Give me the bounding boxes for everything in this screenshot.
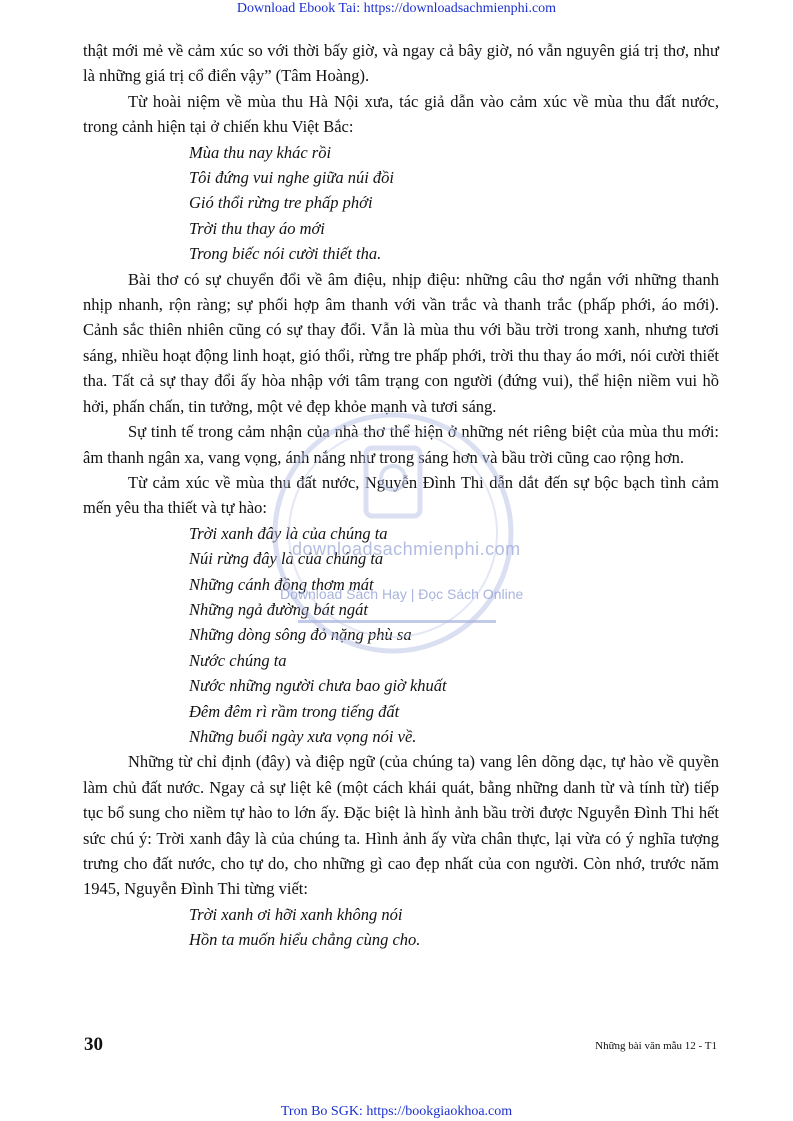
verse-line: Mùa thu nay khác rồi — [189, 142, 332, 162]
paragraph-2: Từ hoài niệm về mùa thu Hà Nội xưa, tác giả dẫn vào cảm xúc về mùa thu đất nước, trong cảnh hiện tại ở chiến khu Việt Bắc: — [83, 91, 719, 137]
verse-line: Trời xanh đây là của chúng ta — [189, 523, 388, 543]
running-title: Những bài văn mẫu 12 - T1 — [595, 1040, 717, 1052]
footer-sgk-link[interactable]: Tron Bo SGK: https://bookgiaokhoa.com — [280, 1104, 513, 1119]
watermark-slogan: Download Sách Hay | Đọc Sách Online — [280, 586, 524, 602]
poem-excerpt-3 — [83, 902, 719, 953]
paragraph-6: Những từ chỉ định (đây) và điệp ngữ (của chúng ta) vang lên dõng dạc, tự hào về quyền làm chủ đất nước. Ngay cả sự liệt kê (một cách khái quát, bằng những danh từ và tính từ) tiếp tục bổ sung cho niềm tự hào to lớn ấy. Đặc biệt là hình ảnh bầu trời được Nguyễn Đình Thi hết sức chú ý: Trời xanh đây là của chúng ta. Hình ảnh ấy vừa chân thực, lại vừa có ý nghĩa tượng trưng cho đất nước, cho tự do, cho những gì cao đẹp nhất của con người. Còn nhớ, trước năm 1945, Nguyễn Đình Thi từng viết: — [83, 752, 719, 899]
paragraph-4: Sự tinh tế trong cảm nhận của nhà thơ thể hiện ở những nét riêng biệt của mùa thu mới: âm thanh ngân xa, vang vọng, ánh nắng như trong sáng hơn và bầu trời cũng cao rộng hơn. — [83, 422, 719, 467]
verse-line: Trong biếc nói cười thiết tha. — [189, 244, 382, 264]
poem-excerpt-1 — [83, 140, 719, 267]
paragraph-3: Bài thơ có sự chuyển đổi về âm điệu, nhịp điệu: những câu thơ ngắn với những thanh nhịp nhanh, rộn ràng; sự phối hợp âm thanh với vần trắc và thanh trắc (phấp phới, áo mới). Cảnh sắc thiên nhiên cũng có sự thay đổi. Vẫn là mùa thu với bầu trời trong xanh, nhưng tươi sáng, nhiều hoạt động linh hoạt, gió thổi, rừng tre phấp phới, trời thu thay áo mới, nói cười thiết tha. Tất cả sự thay đổi ấy hòa nhập với tâm trạng con người (đứng vui), thể hiện niềm vui hồ hởi, phấn chấn, tin tưởng, một vẻ đẹp khỏe mạnh và tươi sáng. — [83, 269, 719, 416]
verse-line: Núi rừng đây là của chúng ta — [189, 549, 384, 569]
header-download-link[interactable]: Download Ebook Tai: https://downloadsachmienphi.com — [236, 1, 557, 16]
verse-line: Trời thu thay áo mới — [189, 218, 325, 238]
verse-line: Hồn ta muốn hiểu chẳng cùng cho. — [189, 930, 421, 950]
verse-line: Gió thổi rừng tre phấp phới — [189, 193, 373, 213]
watermark-site: downloadsachmienphi.com — [292, 539, 521, 559]
watermark-bar — [298, 620, 496, 623]
verse-line: Những cánh đồng thơm mát — [189, 574, 374, 594]
verse-line: Đêm đêm rì rầm trong tiếng đất — [189, 701, 400, 721]
poem-excerpt-2 — [83, 521, 719, 750]
verse-line: Trời xanh ơi hỡi xanh không nói — [189, 904, 403, 924]
paragraph-5: Từ cảm xúc về mùa thu đất nước, Nguyễn Đình Thi dẫn dắt đến sự bộc bạch tình cảm mến yêu tha thiết và tự hào: — [83, 472, 719, 518]
page-body — [83, 38, 719, 953]
verse-line: Nước những người chưa bao giờ khuất — [189, 676, 447, 696]
verse-line: Tôi đứng vui nghe giữa núi đồi — [189, 168, 394, 188]
verse-line: Những dòng sông đỏ nặng phù sa — [189, 625, 412, 645]
verse-line: Những buổi ngày xưa vọng nói về. — [189, 726, 417, 746]
verse-line: Nước chúng ta — [189, 650, 287, 670]
page-number: 30 — [84, 1034, 103, 1055]
verse-line: Những ngả đường bát ngát — [189, 599, 368, 619]
paragraph-1: thật mới mẻ về cảm xúc so với thời bấy giờ, và ngay cả bây giờ, nó vẫn nguyên giá trị thơ, như là những giá trị cổ điển vậy” (Tâm Hoàng). — [83, 41, 719, 86]
